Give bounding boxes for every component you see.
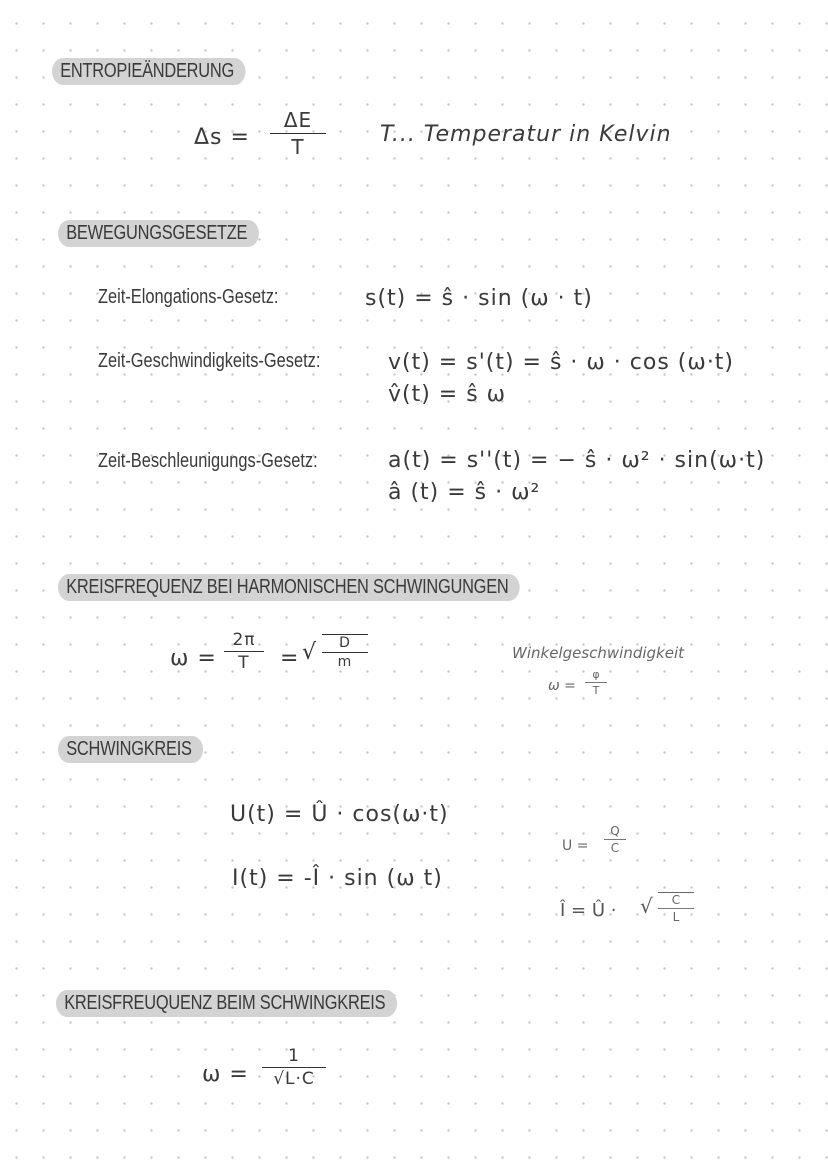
angular-equals: =	[280, 646, 300, 671]
motion-eq-velocity: v(t) = s'(t) = ŝ · ω · cos (ω·t)	[388, 350, 735, 375]
angular-numerator: 2π	[232, 630, 256, 650]
circuit-freq-numerator: 1	[288, 1046, 300, 1066]
motion-label-elongation: Zeit-Elongations-Gesetz:	[98, 286, 279, 308]
entropy-numerator: ΔE	[283, 108, 313, 132]
side-angular-fraction	[585, 668, 607, 697]
fraction-bar	[270, 133, 326, 134]
motion-eq-acceleration: a(t) = s''(t) = − ŝ · ω² · sin(ω·t)	[388, 448, 766, 473]
angular-root-numerator: D	[339, 635, 351, 651]
circuit-freq-denominator: √L·C	[273, 1069, 315, 1089]
angular-lhs: ω =	[170, 646, 217, 671]
fraction-bar	[658, 908, 694, 909]
motion-eq-velocity-amplitude: v̂(t) = ŝ ω	[388, 382, 507, 407]
heading-oscillator-circuit: SCHWINGKREIS	[58, 736, 203, 763]
side-circuit-root-fraction	[658, 892, 694, 924]
angular-root-denominator: m	[337, 654, 353, 670]
fraction-bar	[604, 839, 626, 840]
side-note-angular-velocity: Winkelgeschwindigkeit	[512, 644, 685, 662]
side-circuit-voltage-fraction	[604, 824, 626, 855]
side-angular-lhs: ω =	[548, 678, 576, 694]
circuit-eq-voltage: U(t) = Û · cos(ω·t)	[230, 802, 449, 827]
entropy-denominator: T	[291, 135, 305, 159]
angular-fraction	[224, 630, 264, 673]
side-circuit-voltage-lhs: U =	[562, 838, 589, 854]
heading-angular-frequency: KREISFREQUENZ BEI HARMONISCHEN SCHWINGUNGEN	[58, 574, 520, 601]
motion-eq-acceleration-amplitude: â (t) = ŝ · ω²	[388, 480, 541, 505]
sqrt-icon: √	[640, 894, 653, 918]
sqrt-icon: √	[302, 640, 317, 665]
fraction-bar	[224, 651, 264, 652]
motion-label-acceleration: Zeit-Beschleunigungs-Gesetz:	[98, 450, 318, 472]
angular-root-fraction	[322, 634, 368, 670]
side-angular-denominator: T	[592, 684, 600, 697]
fraction-bar	[262, 1067, 326, 1068]
circuit-eq-current: I(t) = -Î · sin (ω t)	[232, 866, 443, 891]
circuit-freq-fraction	[262, 1046, 326, 1089]
motion-label-velocity: Zeit-Geschwindigkeits-Gesetz:	[98, 350, 321, 372]
heading-motion: BEWEGUNGSGESETZE	[58, 220, 259, 247]
side-circuit-voltage-denominator: C	[610, 841, 620, 855]
side-angular-numerator: φ	[592, 668, 600, 681]
heading-circuit-frequency: KREISFREUQUENZ BEIM SCHWINGKREIS	[56, 990, 397, 1017]
circuit-freq-lhs: ω =	[202, 1062, 249, 1087]
motion-eq-elongation: s(t) = ŝ · sin (ω · t)	[365, 286, 593, 311]
side-circuit-root-numerator: C	[671, 893, 681, 907]
fraction-bar	[322, 652, 368, 653]
heading-entropy: ENTROPIEÄNDERUNG	[52, 58, 245, 85]
angular-denominator: T	[238, 653, 250, 673]
side-circuit-root-denominator: L	[672, 910, 680, 924]
fraction-bar	[585, 682, 607, 683]
entropy-lhs: Δs =	[194, 125, 250, 150]
side-circuit-current-lhs: Î = Û ·	[560, 900, 617, 921]
entropy-note: T... Temperatur in Kelvin	[380, 122, 672, 147]
side-circuit-voltage-numerator: Q	[610, 824, 620, 838]
entropy-fraction	[270, 108, 326, 159]
